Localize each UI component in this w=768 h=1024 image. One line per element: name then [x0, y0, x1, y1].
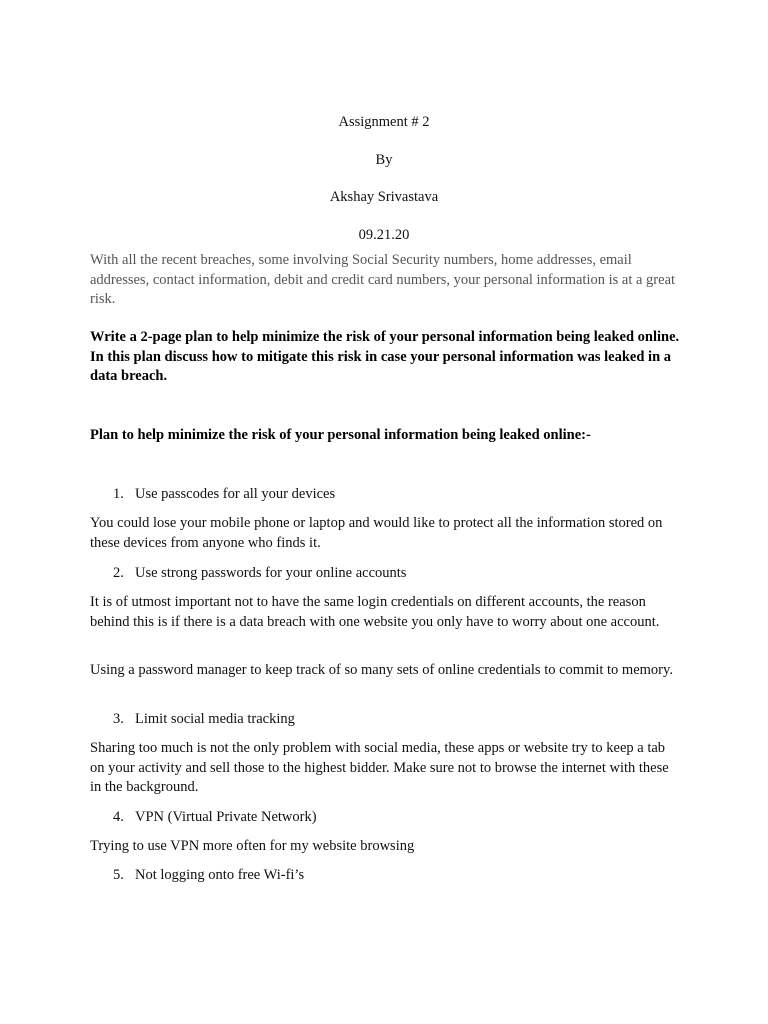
author-name: Akshay Srivastava — [329, 189, 439, 205]
plan-item-2 — [113, 564, 673, 583]
item-number: 1. — [113, 486, 124, 502]
intro-paragraph: With all the recent breaches, some involving Social Security numbers, home addresses, email addresses, contact information, debit and credit card numbers, your personal information is at a great risk. — [90, 252, 676, 307]
item-number: 5. — [113, 867, 124, 883]
item-title: Use passcodes for all your devices — [135, 486, 336, 502]
plan-item-1 — [113, 485, 673, 504]
item-title: VPN (Virtual Private Network) — [135, 809, 317, 825]
item-title: Not logging onto free Wi-fi’s — [135, 867, 305, 883]
plan-item-5 — [113, 866, 673, 885]
by-line: By — [375, 152, 393, 168]
item-2-paragraph-2: Using a password manager to keep track of so many sets of online credentials to commit to memory. — [90, 662, 673, 678]
item-number: 3. — [113, 711, 124, 727]
item-3-paragraph: Sharing too much is not the only problem with social media, these apps or website try to keep a tab on your activity and sell those to the highest bidder. Make sure not to browse the internet with these in the background. — [90, 740, 669, 795]
plan-heading: Plan to help minimize the risk of your personal information being leaked online:- — [90, 427, 591, 443]
item-title: Use strong passwords for your online accounts — [135, 565, 407, 581]
item-title: Limit social media tracking — [135, 711, 295, 727]
item-1-paragraph: You could lose your mobile phone or laptop and would like to protect all the information stored on these devices from anyone who finds it. — [90, 515, 663, 551]
item-2-paragraph-1: It is of utmost important not to have the same login credentials on different accounts, the reason behind this is if there is a data breach with one website you only have to worry about one account. — [90, 594, 660, 630]
item-number: 2. — [113, 565, 124, 581]
item-number: 4. — [113, 809, 124, 825]
task-paragraph: Write a 2-page plan to help minimize the risk of your personal information being leaked online. In this plan discuss how to mitigate this risk in case your personal information was leaked in a data breach. — [90, 329, 680, 384]
item-4-paragraph: Trying to use VPN more often for my website browsing — [90, 838, 415, 854]
plan-item-4 — [113, 808, 673, 827]
plan-item-3 — [113, 710, 673, 729]
assignment-title: Assignment # 2 — [338, 114, 430, 130]
assignment-date: 09.21.20 — [358, 227, 410, 243]
